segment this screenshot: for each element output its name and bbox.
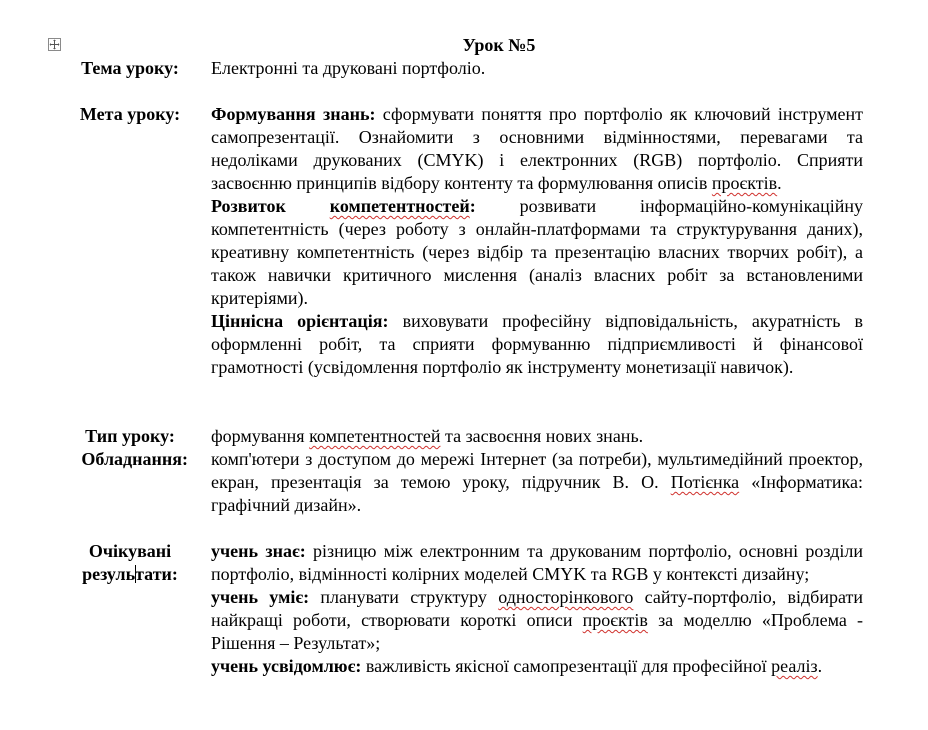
can-heading: учень уміє: [211,587,310,607]
results-label-line2 [60,563,200,586]
topic-label: Тема уроку: [81,58,179,78]
spelling-flag-competences-2: компетентностей [309,426,441,446]
spelling-flag-competences: компетентностей [329,196,470,216]
goal-knowledge-paragraph: Формування знань: сформувати поняття про портфоліо як ключовий інструмент самопрезентації. Ознайомити з основними відмінностями, перевагами та недоліками друкованих (CMYK) і електронних (RGB) портфоліо. Сприяти засвоєнню принципів відбору контенту та формулювання описів проєктів. [211,104,863,193]
results-aware-paragraph [211,655,863,678]
results-label-part-a: резуль [82,564,136,584]
knowledge-heading: Формування знань: [211,104,376,124]
can-text-c: за моделлю «Проблема - Рішення – Результат»; [211,610,864,653]
goal-competence-paragraph [211,195,863,310]
spelling-flag-realization: реаліз [771,656,818,676]
competence-text: розвивати інформаційно-комунікаційну компетентність (через роботу з онлайн-платформами та структурування даних), креативну компетентність (через відбір та презентацію власних творчих робіт), а також навички критичного мислення (аналіз власних робіт за встановленими критеріями). [211,196,863,308]
equipment-value [211,448,863,517]
spelling-flag-single-page: односторінкового [498,587,634,607]
competence-heading-part: Розвиток [211,196,286,216]
knows-text: різницю між електронним та друкованим портфоліо, основні розділи портфоліо, відмінності колірних моделей CMYK та RGB у контексті дизайну; [211,541,863,584]
topic-value: Електронні та друковані портфоліо. [211,58,486,78]
aware-tail: . [817,656,823,676]
spelling-flag-projects-2: проєктів [582,610,648,630]
knowledge-text: сформувати поняття про портфоліо як ключовий інструмент самопрезентації. Ознайомити з основними відмінностями, перевагами та недоліками друкованих (CMYK) і електронних (RGB) портфоліо. Сприяти засвоєнню принципів відбору контенту та формулювання описів [211,104,863,193]
results-label [60,540,200,586]
goal-values-paragraph [211,310,863,379]
results-can-paragraph [211,586,863,655]
equipment-label: Обладнання: [81,449,188,469]
results-label-line1: Очікувані [88,541,172,561]
results-knows-paragraph [211,540,863,586]
equipment-text: комп'ютери з доступом до мережі Інтернет (за потреби), мультимедійний проектор, екран, презентація за темою уроку, підручник В. О. [211,449,863,492]
goal-content [211,103,863,379]
competence-heading: Розвиток компетентностей: [211,196,476,216]
spelling-flag-projects: проєктів [711,173,778,193]
can-text-a: планувати структуру [320,587,487,607]
results-label-part-b: тати: [135,564,178,584]
goal-label: Мета уроку: [79,104,181,124]
lesson-type-value [211,425,863,448]
aware-text: важливість якісної самопрезентації для професійної [365,656,767,676]
knows-heading: учень знає: [211,541,306,561]
results-content [211,540,863,678]
aware-heading: учень усвідомлює: [211,656,362,676]
can-text-b: сайту-портфоліо, відбирати найкращі роботи, створювати короткі описи [211,587,864,630]
values-text: виховувати професійну відповідальність, акуратність в оформленні робіт, та сприяти формуванню підприємливості й фінансової грамотності (усвідомлення портфоліо як інструменту монетизації навичок). [211,311,864,377]
lesson-type-text: формування [211,426,305,446]
values-heading: Ціннісна орієнтація: [211,311,389,331]
lesson-title: Урок №5 [462,35,536,55]
lesson-type-text-tail: та засвоєння нових знань. [445,426,644,446]
equipment-textbook: «Інформатика: графічний дизайн». [211,472,864,515]
spelling-flag-author: Потієнка [670,472,740,492]
lesson-type-label: Тип уроку: [85,426,175,446]
